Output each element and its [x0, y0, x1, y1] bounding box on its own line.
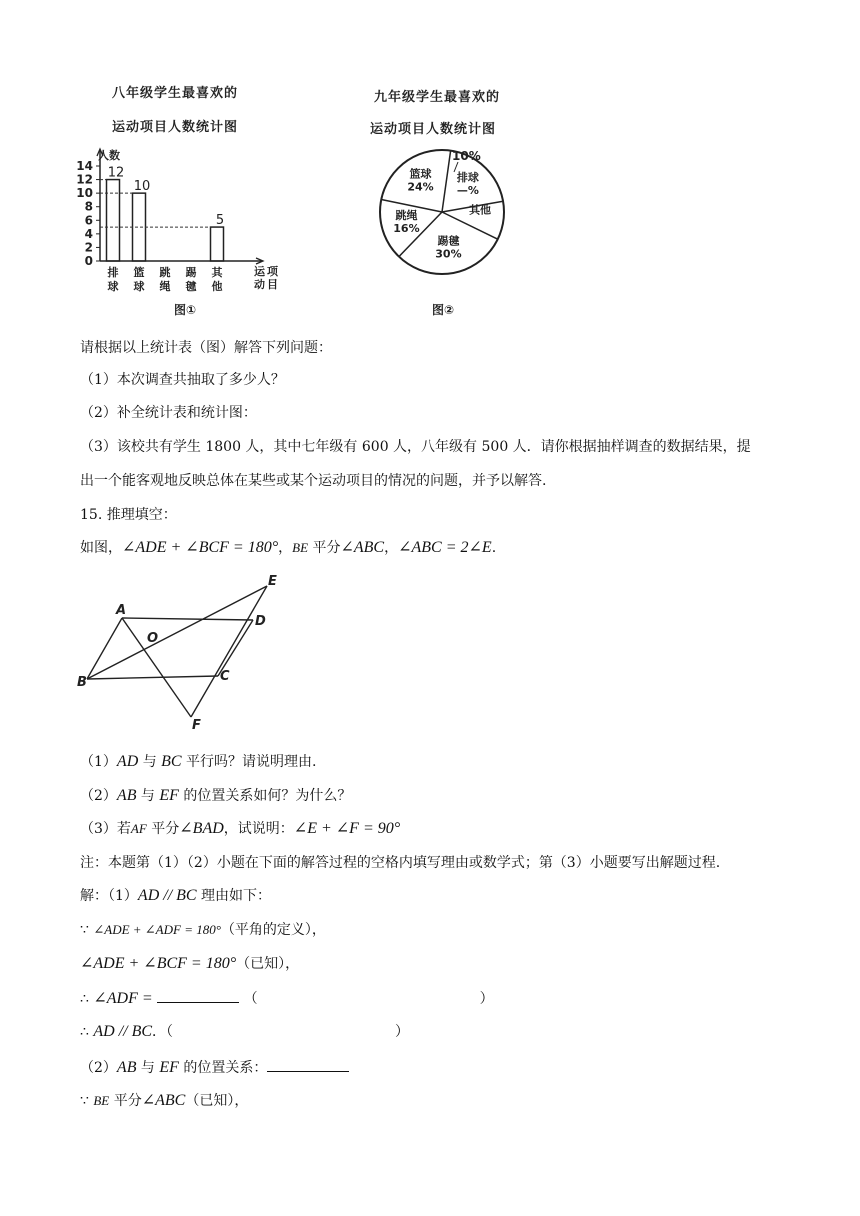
sub-question-2 — [80, 786, 351, 806]
point-b-label: B — [77, 675, 87, 690]
intro-text: 请根据以上统计表（图）解答下列问题： — [80, 340, 332, 356]
sub-question-1 — [80, 752, 317, 772]
bar-2 — [133, 193, 146, 261]
pie-slice-label: 排球—% — [456, 171, 479, 198]
sq1-mid: 与 — [138, 754, 162, 770]
figure1-title-line2: 运动项目人数统计图 — [112, 120, 239, 135]
reason-line-1 — [80, 920, 326, 940]
sq1-ad: AD — [116, 753, 139, 770]
given-mid: 平分 — [308, 540, 341, 556]
reason-line-5 — [80, 1057, 349, 1078]
r3-math: ∠ADF = — [93, 990, 153, 1007]
bar-y-tick-label: 2 — [84, 240, 93, 255]
problem-15-heading: 15. 推理填空： — [80, 507, 177, 523]
question-1: （1）本次调查共抽取了多少人？ — [80, 372, 285, 388]
reason-line-4 — [80, 1022, 409, 1042]
r1-math: ∠ADE + ∠ADF = 180° — [93, 922, 221, 937]
sq2-post: 的位置关系如何？为什么？ — [178, 788, 352, 804]
problem-15-given — [80, 538, 496, 558]
sol1-math: AD // BC — [137, 887, 197, 904]
r5-prefix: （2） — [80, 1060, 117, 1076]
r6-math: ∠ABC — [141, 1092, 186, 1109]
r4-therefore: ∴ — [80, 1024, 94, 1040]
bar-y-tick-label: 10 — [76, 186, 93, 201]
given-end: . — [491, 540, 497, 556]
bar-data-label: 5 — [215, 213, 225, 229]
sol1-post: 理由如下： — [196, 888, 272, 904]
reason-line-2 — [80, 954, 299, 974]
given-be: BE — [292, 540, 309, 555]
r5-ab: AB — [116, 1059, 137, 1076]
sq3-conclusion: ∠E + ∠F = 90° — [293, 820, 401, 837]
point-f-label: F — [192, 718, 201, 732]
sub-question-3 — [80, 819, 400, 839]
bar-1 — [107, 180, 120, 261]
bar-data-label: 10 — [133, 179, 151, 195]
question-3-line1: （3）该校共有学生 1800 人，其中七年级有 600 人，八年级有 500 人．请你根据抽样调查的数据结果，提 — [80, 439, 751, 455]
r4-blank-reason[interactable] — [173, 1022, 395, 1036]
reason-line-6 — [80, 1091, 248, 1111]
sq1-prefix: （1） — [80, 754, 117, 770]
figure2-title-line1: 九年级学生最喜欢的 — [374, 90, 501, 105]
question-2: （2）补全统计表和统计图： — [80, 405, 257, 421]
bar-y-tick-label: 14 — [76, 159, 93, 173]
sq2-mid: 与 — [136, 788, 160, 804]
given-sep-2: ， — [384, 540, 399, 556]
figure2-title-line2: 运动项目人数统计图 — [370, 122, 497, 137]
r2-math: ∠ADE + ∠BCF = 180° — [80, 955, 237, 972]
r5-ef: EF — [159, 1059, 179, 1076]
sq2-prefix: （2） — [80, 788, 117, 804]
bar-5 — [211, 227, 224, 261]
r6-mid: 平分 — [109, 1093, 142, 1109]
given-sep-1: ， — [278, 540, 293, 556]
bar-category-label: 篮球 — [133, 266, 145, 293]
sq2-ef: EF — [159, 787, 179, 804]
r6-reason: （已知）， — [185, 1093, 249, 1109]
r3-blank-answer[interactable] — [157, 988, 239, 1003]
sq2-ab: AB — [116, 787, 137, 804]
sq3-mid2: ，试说明： — [223, 821, 294, 837]
point-d-label: D — [255, 614, 266, 629]
pie-chart — [370, 140, 520, 320]
bar-data-label: 12 — [107, 165, 125, 181]
pie-slice-label: 踢毽 30% — [435, 234, 462, 261]
sq3-mid: 平分 — [146, 821, 180, 837]
r3-paren-left: （ — [243, 991, 258, 1007]
r3-blank-reason[interactable] — [258, 989, 480, 1003]
bar-x-axis-label: 运动项目 — [254, 265, 278, 291]
pie-outside-percent-label: 10% — [452, 149, 481, 163]
bar-y-tick-label: 8 — [84, 199, 93, 214]
r1-reason: （平角的定义）， — [220, 922, 326, 938]
sq3-bad: ∠BAD — [179, 820, 224, 837]
note-text: 注：本题第（1）（2）小题在下面的解答过程的空格内填写理由或数学式；第（3）小题要写出解题过程. — [80, 855, 721, 871]
sq3-prefix: （3）若 — [80, 821, 131, 837]
point-a-label: A — [116, 603, 127, 618]
bar-category-label: 排球 — [107, 266, 119, 293]
bar-caption: 图① — [174, 303, 197, 317]
sol1-prefix: 解：（1） — [80, 888, 138, 904]
pie-slice-label: 跳绳 16% — [393, 209, 420, 236]
bar-y-tick-label: 4 — [84, 226, 93, 241]
pie-slice-label: 篮球 24% — [407, 167, 434, 194]
r5-blank-answer[interactable] — [267, 1057, 349, 1072]
bar-category-label: 其他 — [211, 266, 223, 293]
r6-be: BE — [93, 1093, 110, 1108]
bar-y-tick-label: 12 — [76, 172, 93, 187]
given-math-3: ∠ABC = 2∠E — [398, 539, 492, 556]
sq1-post: 平行吗？请说明理由. — [181, 754, 317, 770]
r4-paren-right: ） — [395, 1024, 410, 1040]
r3-paren-right: ） — [479, 991, 494, 1007]
bar-category-label: 踢毽 — [185, 266, 197, 293]
pie-slice-label: 其他 — [469, 203, 492, 217]
r5-mid: 与 — [136, 1060, 160, 1076]
sq3-af: AF — [130, 821, 147, 836]
question-3-line2: 出一个能客观地反映总体在某些或某个运动项目的情况的问题，并予以解答. — [80, 473, 547, 489]
bar-y-tick-label: 0 — [84, 254, 93, 268]
r1-because: ∵ — [80, 922, 94, 938]
given-math-1: ∠ADE + ∠BCF = 180° — [122, 539, 279, 556]
r4-paren-left: ．（ — [152, 1024, 174, 1040]
reason-line-3 — [80, 988, 494, 1009]
bar-chart — [70, 140, 290, 320]
r5-post: 的位置关系： — [178, 1060, 268, 1076]
r2-reason: （已知）， — [236, 956, 300, 972]
figure1-title-line1: 八年级学生最喜欢的 — [112, 86, 239, 101]
bar-y-tick-label: 6 — [84, 213, 93, 228]
given-prefix: 如图， — [80, 540, 122, 556]
solution-1-heading — [80, 886, 271, 906]
bar-y-axis-label: 人数 — [98, 149, 120, 162]
r6-because: ∵ — [80, 1093, 94, 1109]
point-o-label: O — [147, 631, 159, 646]
pie-caption: 图② — [432, 303, 455, 317]
bar-category-label: 跳绳 — [159, 266, 171, 293]
point-c-label: C — [220, 669, 230, 684]
r4-math: AD // BC — [93, 1023, 153, 1040]
point-e-label: E — [268, 574, 277, 589]
given-math-2: ∠ABC — [340, 539, 385, 556]
sq1-bc: BC — [161, 753, 182, 770]
geometry-figure — [75, 572, 285, 732]
r3-therefore: ∴ — [80, 991, 94, 1007]
